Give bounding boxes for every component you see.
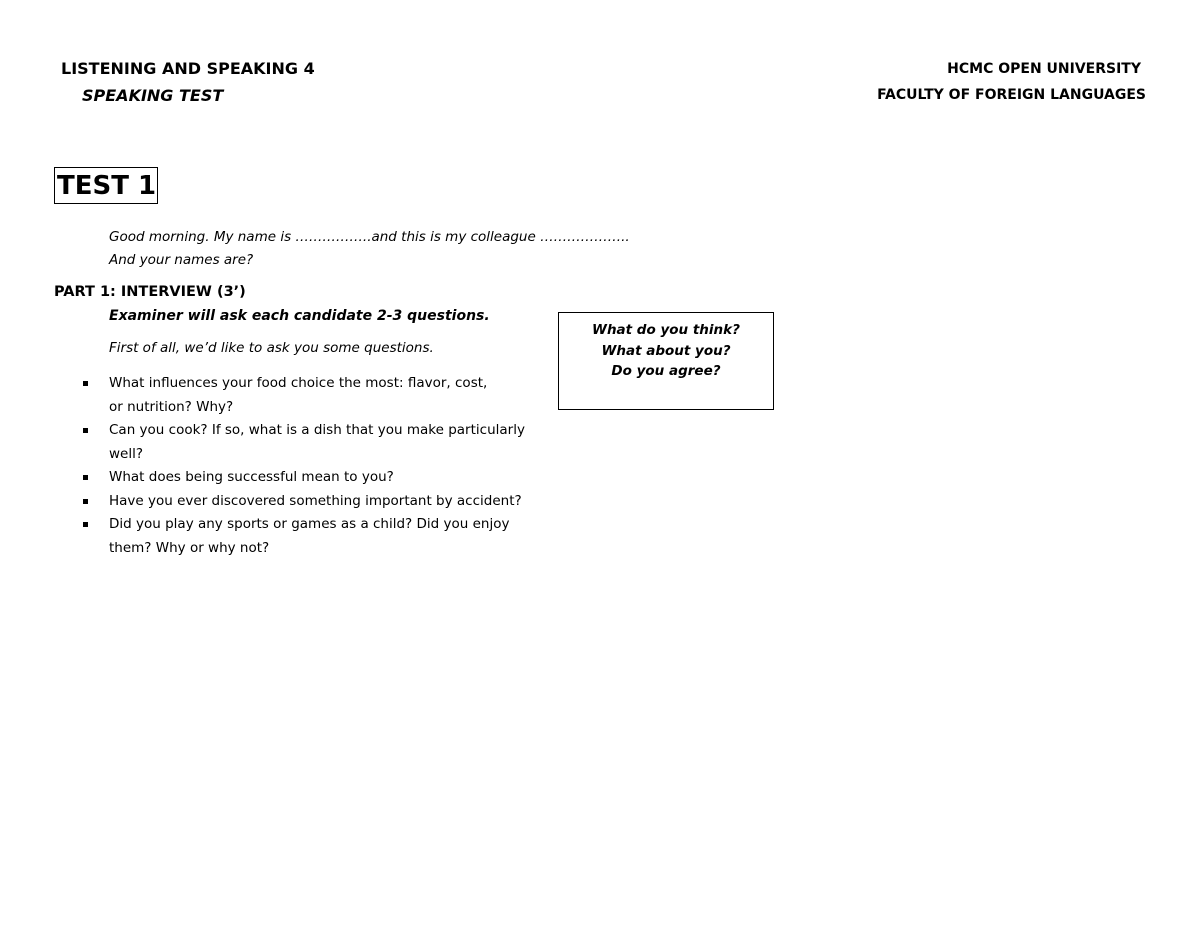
question-text: Did you play any sports or games as a child? Did you enjoy them? Why or why not?	[109, 516, 510, 556]
prompt-line: What do you think?	[592, 322, 740, 338]
square-bullet-icon	[83, 381, 88, 386]
question-list	[82, 372, 552, 560]
course-title: LISTENING AND SPEAKING 4	[61, 59, 315, 78]
prompt-line: Do you agree?	[611, 363, 721, 379]
test-type: SPEAKING TEST	[82, 86, 224, 105]
university-name: HCMC OPEN UNIVERSITY	[947, 61, 1141, 77]
faculty-name: FACULTY OF FOREIGN LANGUAGES	[877, 87, 1146, 103]
examiner-note: Examiner will ask each candidate 2-3 questions.	[109, 308, 490, 324]
question-item	[82, 513, 552, 560]
square-bullet-icon	[83, 522, 88, 527]
part-1-intro: First of all, we’d like to ask you some questions.	[109, 340, 434, 356]
question-text: What does being successful mean to you?	[109, 469, 394, 485]
test-title: TEST 1	[54, 167, 158, 204]
greeting-line-2: And your names are?	[109, 252, 254, 268]
square-bullet-icon	[83, 428, 88, 433]
square-bullet-icon	[83, 499, 88, 504]
square-bullet-icon	[83, 475, 88, 480]
prompt-box	[558, 312, 774, 410]
question-text: What influences your food choice the most: flavor, cost, or nutrition? Why?	[109, 375, 488, 415]
question-text: Can you cook? If so, what is a dish that you make particularly well?	[109, 422, 525, 462]
greeting-line-1: Good morning. My name is ……………..and this is my colleague ………………..	[109, 229, 630, 245]
question-item	[82, 372, 552, 419]
question-item	[82, 419, 552, 466]
part-1-title: PART 1: INTERVIEW (3’)	[54, 284, 246, 300]
prompt-line: What about you?	[601, 342, 731, 359]
question-item	[82, 466, 552, 490]
question-text: Have you ever discovered something important by accident?	[109, 492, 522, 509]
question-item	[82, 490, 552, 514]
